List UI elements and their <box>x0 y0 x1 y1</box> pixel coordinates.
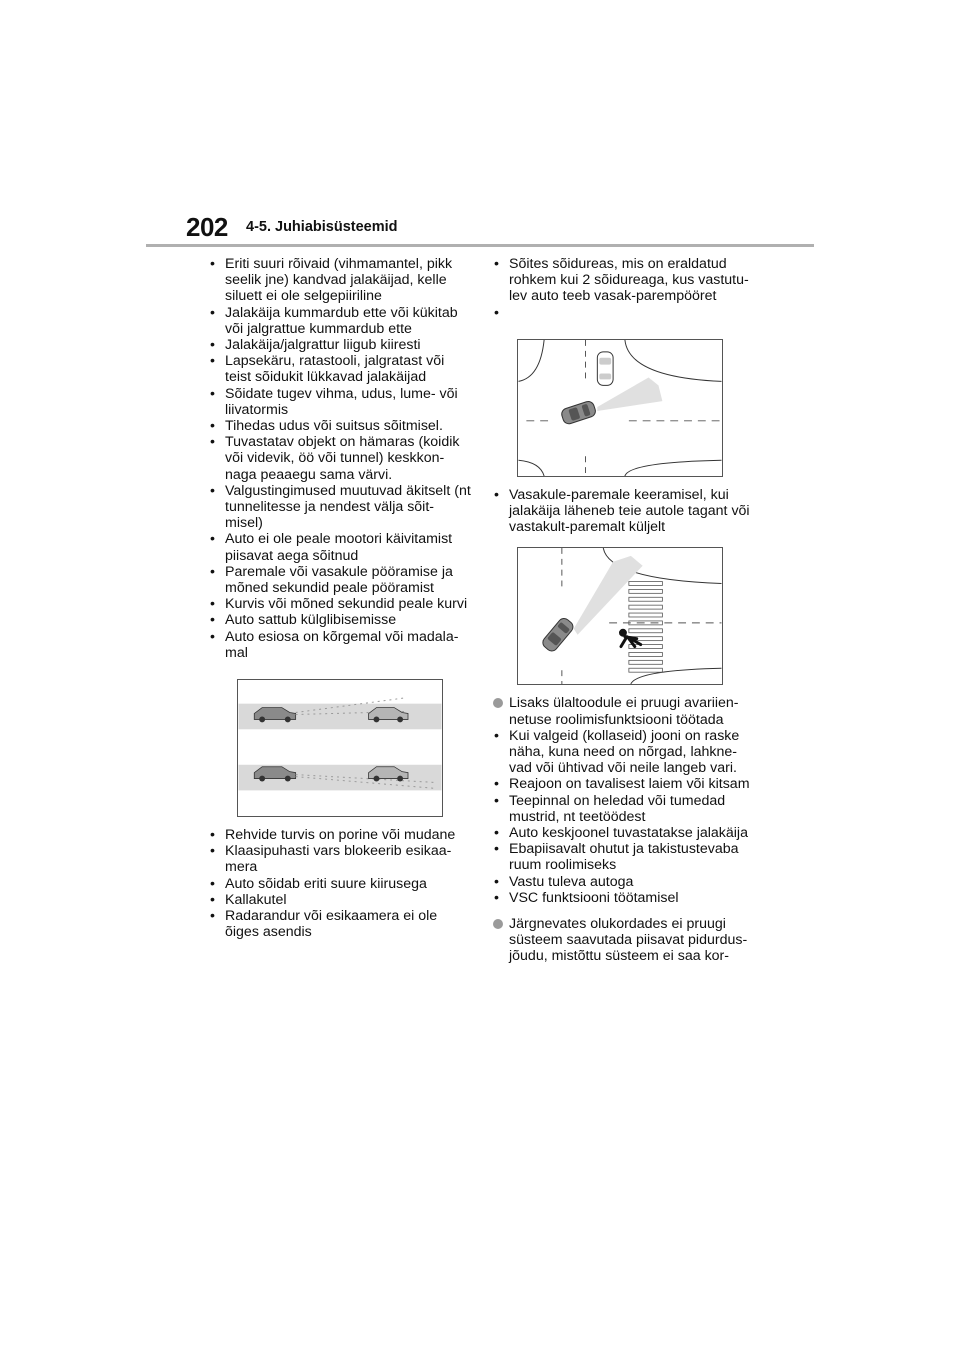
list-item: • Teepinnal on heledad või tumedad mustrid, nt teetöödest <box>493 793 759 825</box>
note-block-2 <box>493 916 759 965</box>
illustration-tilted-car-sensor <box>237 679 443 817</box>
list-item: • Reajoon on tavalisest laiem või kitsam <box>493 776 759 792</box>
note-block-1 <box>493 695 759 727</box>
list-item: • Kallakutel <box>209 892 471 908</box>
list-item: • Kui valgeid (kollaseid) jooni on raske näha, kuna need on nõrgad, lahkne-vad või ühtivad või neile langeb vari. <box>493 728 759 777</box>
left-bullet-list-top <box>209 256 471 661</box>
note-intro: Lisaks ülaltoodule ei pruugi avariien-netuse roolimisfunktsiooni töötada <box>509 695 739 728</box>
crosswalk <box>629 582 663 673</box>
right-bullet-list-top <box>493 256 759 321</box>
left-bullet-list-bottom <box>209 827 471 940</box>
list-item: • Auto sattub külglibisemisse <box>209 612 471 628</box>
list-item: • Sõites sõidureas, mis on eraldatud rohkem kui 2 sõidureaga, kus vastutu-lev auto teeb vasak-parempööret <box>493 256 759 305</box>
list-item: • Tuvastatav objekt on hämaras (koidik või videvik, öö või tunnel) keskkon-naga peaaegu sama värvi. <box>209 434 471 483</box>
note-bullet-icon <box>493 698 503 708</box>
oncoming-car-icon <box>597 352 613 386</box>
header-divider <box>146 244 814 247</box>
list-item: • Auto ei ole peale mootori käivitamist piisavat aega sõitnud <box>209 531 471 563</box>
list-item: • Lapsekäru, ratastooli, jalgratast või teist sõidukit lükkavad jalakäijad <box>209 353 471 385</box>
note1-bullet-list <box>493 728 759 906</box>
illustration-intersection-oncoming <box>517 339 723 477</box>
list-item: • Jalakäija kummardub ette või kükitab või jalgrattue kummardub ette <box>209 305 471 337</box>
car-icon <box>540 616 575 653</box>
list-item: • Auto keskjoonel tuvastatakse jalakäija <box>493 825 759 841</box>
list-item: • Ebapiisavalt ohutut ja takistustevaba ruum roolimiseks <box>493 841 759 873</box>
list-item <box>493 305 759 321</box>
car-icon <box>560 400 597 425</box>
list-item: • Auto esiosa on kõrgemal või madala-mal <box>209 629 471 661</box>
list-item: • Radarandur või esikaamera ei ole õiges asendis <box>209 908 471 940</box>
note-bullet-icon <box>493 919 503 929</box>
sensor-beam <box>574 556 643 635</box>
list-item: • Valgustingimused muutuvad äkitselt (nt tunnelitesse ja nendest välja sõit-misel) <box>209 483 471 532</box>
list-item: • Tihedas udus või suitsus sõitmisel. <box>209 418 471 434</box>
list-item: • Vastu tuleva autoga <box>493 874 759 890</box>
list-item: • Auto sõidab eriti suure kiirusega <box>209 876 471 892</box>
list-item: • VSC funktsiooni töötamisel <box>493 890 759 906</box>
note-intro: Järgnevates olukordades ei pruugi süsteem saavutada piisavat pidurdus-jõudu, mistõttu süsteem ei saa kor- <box>509 916 748 965</box>
turning-pedestrian-diagram <box>518 548 722 684</box>
right-column <box>493 256 759 965</box>
list-item: • Sõidate tugev vihma, udus, lume- või liivatormis <box>209 386 471 418</box>
right-bullet-list-mid <box>493 487 759 536</box>
list-item: • Rehvide turvis on porine või mudane <box>209 827 471 843</box>
tilted-car-diagram <box>238 680 442 816</box>
page-number: 202 <box>186 212 228 242</box>
list-item: • Eriti suuri rõivaid (vihmamantel, pikk seelik jne) kandvad jalakäijad, kelle siluett ei ole selgepiiriline <box>209 256 471 305</box>
left-column <box>209 256 471 941</box>
list-item: • Klaasipuhasti vars blokeerib esikaa-mera <box>209 843 471 875</box>
pedestrian-icon <box>619 629 641 647</box>
list-item: • Jalakäija/jalgrattur liigub kiiresti <box>209 337 471 353</box>
intersection-oncoming-diagram <box>518 340 722 476</box>
list-item: • Kurvis või mõned sekundid peale kurvi <box>209 596 471 612</box>
illustration-turning-pedestrian <box>517 547 723 685</box>
section-title: 4-5. Juhiabisüsteemid <box>246 219 398 235</box>
list-item: • Paremale või vasakule pööramise ja mõned sekundid peale pööramist <box>209 564 471 596</box>
list-item: • Vasakule-paremale keeramisel, kui jalakäija läheneb teie autole tagant või vastakult-paremalt küljelt <box>493 487 759 536</box>
